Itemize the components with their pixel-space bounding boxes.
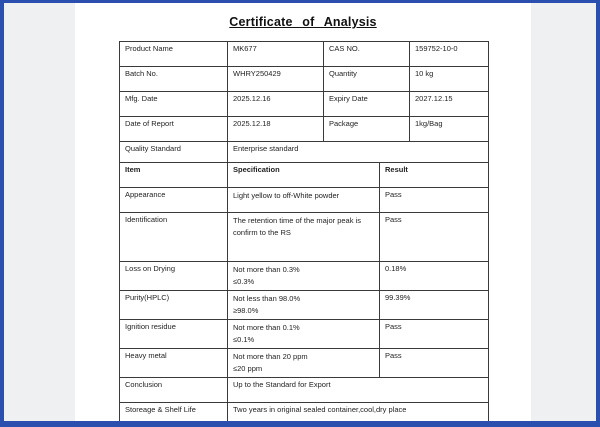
spec-item: Loss on Drying (120, 262, 228, 291)
table-row-spec-header (120, 163, 489, 188)
footer-label: Conclusion (120, 378, 228, 403)
spec-item: Ignition residue (120, 320, 228, 349)
title-row (75, 3, 531, 41)
spec-line: ≤0.1% (233, 335, 255, 344)
footer-label: Storeage & Shelf Life (120, 403, 228, 427)
info-value: WHRY250429 (228, 67, 324, 92)
table-row-quality-standard (120, 142, 489, 163)
spec-line: Not more than 0.1% (233, 323, 300, 332)
column-header-result: Result (380, 163, 489, 188)
spec-item: Identification (120, 213, 228, 262)
spec-result: 0.18% (380, 262, 489, 291)
table-row-product (120, 42, 489, 67)
spec-text (228, 291, 380, 320)
spec-item: Purity(HPLC) (120, 291, 228, 320)
spec-line: Light yellow to off-White powder (233, 191, 340, 200)
spec-line: ≤0.3% (233, 277, 255, 286)
column-header-specification: Specification (228, 163, 380, 188)
info-value: 1kg/Bag (410, 117, 489, 142)
spec-line: Not more than 20 ppm (233, 352, 308, 361)
info-label: Batch No. (120, 67, 228, 92)
spec-item: Heavy metal (120, 349, 228, 378)
spec-result: Pass (380, 213, 489, 262)
spec-text (228, 262, 380, 291)
left-margin-band (4, 3, 75, 421)
column-header-item: Item (120, 163, 228, 188)
table-row-mfg-date (120, 92, 489, 117)
info-value: 2027.12.15 (410, 92, 489, 117)
table-row-conclusion (120, 378, 489, 403)
right-margin-band (531, 3, 596, 421)
spec-line: ≤20 ppm (233, 364, 263, 373)
table-row-identification (120, 213, 489, 262)
spec-text (228, 349, 380, 378)
info-label: Date of Report (120, 117, 228, 142)
footer-value: Two years in original sealed container,cool,dry place (228, 403, 489, 427)
info-label: Quality Standard (120, 142, 228, 163)
spec-result: Pass (380, 320, 489, 349)
info-label: Package (324, 117, 410, 142)
info-value: Enterprise standard (228, 142, 489, 163)
spec-text (228, 320, 380, 349)
table-row-storage (120, 403, 489, 427)
spec-result: Pass (380, 188, 489, 213)
table-row-ignition-residue (120, 320, 489, 349)
table-row-loss-on-drying (120, 262, 489, 291)
table-row-report-date (120, 117, 489, 142)
document-sheet (75, 3, 531, 421)
info-value: 2025.12.16 (228, 92, 324, 117)
spec-line: ≥98.0% (233, 306, 259, 315)
table-row-purity-hplc (120, 291, 489, 320)
footer-value: Up to the Standard for Export (228, 378, 489, 403)
info-value: 2025.12.18 (228, 117, 324, 142)
spec-line: Not more than 0.3% (233, 265, 300, 274)
info-label: Product Name (120, 42, 228, 67)
spec-text (228, 213, 380, 262)
info-value: MK677 (228, 42, 324, 67)
table-row-heavy-metal (120, 349, 489, 378)
spec-line: confirm to the RS (233, 228, 291, 237)
page-title: Certificate of Analysis (229, 15, 377, 29)
info-label: Expiry Date (324, 92, 410, 117)
spec-result: 99.39% (380, 291, 489, 320)
table-row-batch (120, 67, 489, 92)
spec-result: Pass (380, 349, 489, 378)
info-value: 10 kg (410, 67, 489, 92)
table-row-appearance (120, 188, 489, 213)
spec-text (228, 188, 380, 213)
spec-item: Appearance (120, 188, 228, 213)
info-label: Quantity (324, 67, 410, 92)
spec-line: The retention time of the major peak is (233, 216, 361, 225)
info-label: Mfg. Date (120, 92, 228, 117)
info-label: CAS NO. (324, 42, 410, 67)
info-value: 159752-10-0 (410, 42, 489, 67)
coa-table (119, 41, 489, 427)
spec-line: Not less than 98.0% (233, 294, 301, 303)
